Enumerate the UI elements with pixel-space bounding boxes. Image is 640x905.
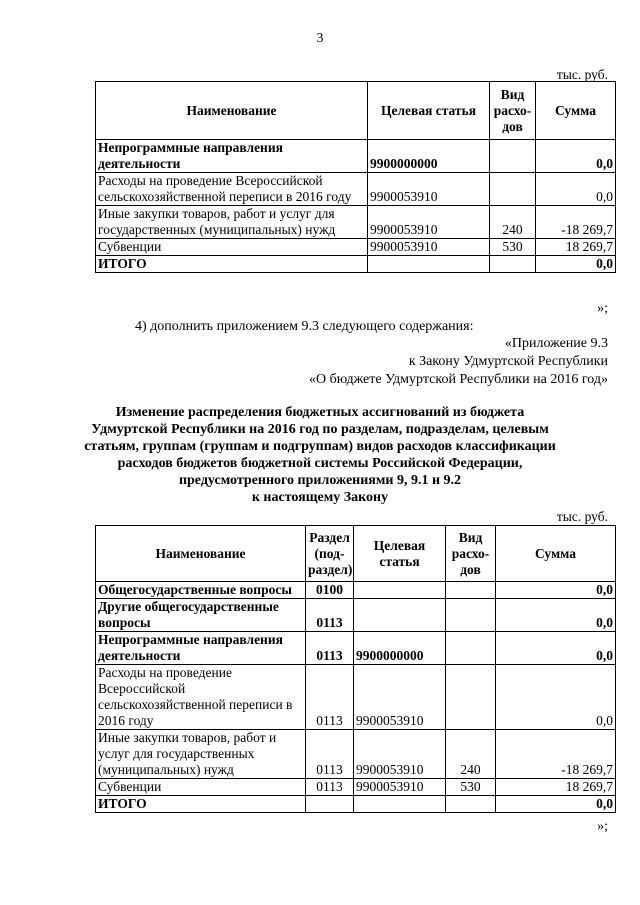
table-cell-target: 9900053910 xyxy=(354,779,446,796)
table2-header-target: Целевая статья xyxy=(354,526,446,582)
table-cell-name: Субвенции xyxy=(96,779,306,796)
table-cell-section: 0100 xyxy=(306,582,354,599)
heading-line1: Изменение распределения бюджетных ассигнований из бюджета xyxy=(115,405,525,420)
table-cell-type: 530 xyxy=(490,239,536,256)
table-cell-sum: 0,0 xyxy=(496,796,616,813)
table-cell-section: 0113 xyxy=(306,632,354,665)
table1 xyxy=(95,81,616,273)
table-row xyxy=(96,632,616,665)
table2-unit-label: тыс. руб. xyxy=(556,509,608,524)
table-cell-section: 0113 xyxy=(306,665,354,730)
table-cell-type: 240 xyxy=(446,730,496,779)
table-cell-name: Другие общегосударственные вопросы xyxy=(96,599,306,632)
table2-closing-quote: »; xyxy=(597,819,608,834)
table-cell-target xyxy=(354,599,446,632)
table-cell-section: 0113 xyxy=(306,730,354,779)
table-cell-target xyxy=(368,256,490,273)
table-cell-sum: 0,0 xyxy=(536,173,616,206)
table-row xyxy=(96,665,616,730)
table-cell-sum: 0,0 xyxy=(536,140,616,173)
table2-header-name: Наименование xyxy=(96,526,306,582)
table-cell-target: 9900000000 xyxy=(368,140,490,173)
table-cell-name: Расходы на проведение Всероссийской сельскохозяйственной переписи в 2016 году xyxy=(96,665,306,730)
table-cell-sum: 18 269,7 xyxy=(496,779,616,796)
table-row xyxy=(96,779,616,796)
table-row xyxy=(96,730,616,779)
table-cell-name: Иные закупки товаров, работ и услуг для государственных (муниципальных) нужд xyxy=(96,730,306,779)
heading-line5: предусмотренного приложениями 9, 9.1 и 9.2 xyxy=(178,473,462,488)
table-cell-name: ИТОГО xyxy=(96,256,368,273)
heading-line3: статьям, группам (группам и подгруппам) видов расходов классификации xyxy=(84,439,556,454)
table-cell-name: Иные закупки товаров, работ и услуг для государственных (муниципальных) нужд xyxy=(96,206,368,239)
table2 xyxy=(95,525,616,813)
table-cell-section: 0113 xyxy=(306,779,354,796)
table-cell-target: 9900053910 xyxy=(368,173,490,206)
table-cell-name: Общегосударственные вопросы xyxy=(96,582,306,599)
table-cell-type xyxy=(446,582,496,599)
table-cell-sum: 0,0 xyxy=(496,632,616,665)
table2-header-sum: Сумма xyxy=(496,526,616,582)
table-cell-name: Непрограммные направления деятельности xyxy=(96,140,368,173)
appendix-ref-line3: «О бюджете Удмуртской Республики на 2016 год» xyxy=(308,372,608,387)
table1-header-row xyxy=(96,82,616,140)
table-cell-name: Субвенции xyxy=(96,239,368,256)
table-row xyxy=(96,599,616,632)
table-row xyxy=(96,173,616,206)
heading-line4: расходов бюджетов бюджетной системы Российской Федерации, xyxy=(117,456,523,471)
appendix-ref-line2: к Закону Удмуртской Республики xyxy=(408,354,608,369)
table-row xyxy=(96,582,616,599)
table-row-total xyxy=(96,256,616,273)
table-cell-name: Расходы на проведение Всероссийской сельскохозяйственной переписи в 2016 году xyxy=(96,173,368,206)
table-cell-sum: -18 269,7 xyxy=(496,730,616,779)
table1-header-sum: Сумма xyxy=(536,82,616,140)
table-cell-type xyxy=(490,140,536,173)
table-cell-type xyxy=(446,665,496,730)
table-cell-target: 9900053910 xyxy=(354,730,446,779)
table-cell-type: 240 xyxy=(490,206,536,239)
table2-header-row xyxy=(96,526,616,582)
table-cell-target: 9900053910 xyxy=(368,239,490,256)
table-cell-name: ИТОГО xyxy=(96,796,306,813)
table-cell-type xyxy=(446,632,496,665)
table-cell-target xyxy=(354,796,446,813)
table-cell-sum: -18 269,7 xyxy=(536,206,616,239)
table-cell-target xyxy=(354,582,446,599)
table-cell-type: 530 xyxy=(446,779,496,796)
table1-closing-quote: »; xyxy=(597,301,608,316)
table1-unit-label: тыс. руб. xyxy=(556,67,608,82)
page-number: 3 xyxy=(316,31,324,46)
table-cell-target: 9900053910 xyxy=(354,665,446,730)
table-cell-sum: 0,0 xyxy=(496,599,616,632)
table1-header-type: Вид расхо- дов xyxy=(490,82,536,140)
table-cell-sum: 0,0 xyxy=(536,256,616,273)
table2-header-section: Раздел (под- раздел) xyxy=(306,526,354,582)
table-row-total xyxy=(96,796,616,813)
table-cell-section: 0113 xyxy=(306,599,354,632)
table1-header-name: Наименование xyxy=(96,82,368,140)
table-cell-sum: 0,0 xyxy=(496,582,616,599)
table-cell-type xyxy=(490,173,536,206)
table-cell-target: 9900000000 xyxy=(354,632,446,665)
table2-header-type: Вид расхо- дов xyxy=(446,526,496,582)
heading-line6: к настоящему Закону xyxy=(251,490,389,505)
appendix-ref-line1: «Приложение 9.3 xyxy=(504,336,608,351)
table-cell-name: Непрограммные направления деятельности xyxy=(96,632,306,665)
table1-header-target: Целевая статья xyxy=(368,82,490,140)
table-row xyxy=(96,140,616,173)
table-cell-type xyxy=(490,256,536,273)
table-cell-target: 9900053910 xyxy=(368,206,490,239)
table-cell-section xyxy=(306,796,354,813)
table-cell-sum: 18 269,7 xyxy=(536,239,616,256)
table-row xyxy=(96,206,616,239)
table-cell-sum: 0,0 xyxy=(496,665,616,730)
heading-line2: Удмуртской Республики на 2016 год по разделам, подразделам, целевым xyxy=(91,422,549,437)
table-row xyxy=(96,239,616,256)
table-cell-type xyxy=(446,599,496,632)
instruction-text: 4) дополнить приложением 9.3 следующего содержания: xyxy=(135,319,474,334)
table-cell-type xyxy=(446,796,496,813)
